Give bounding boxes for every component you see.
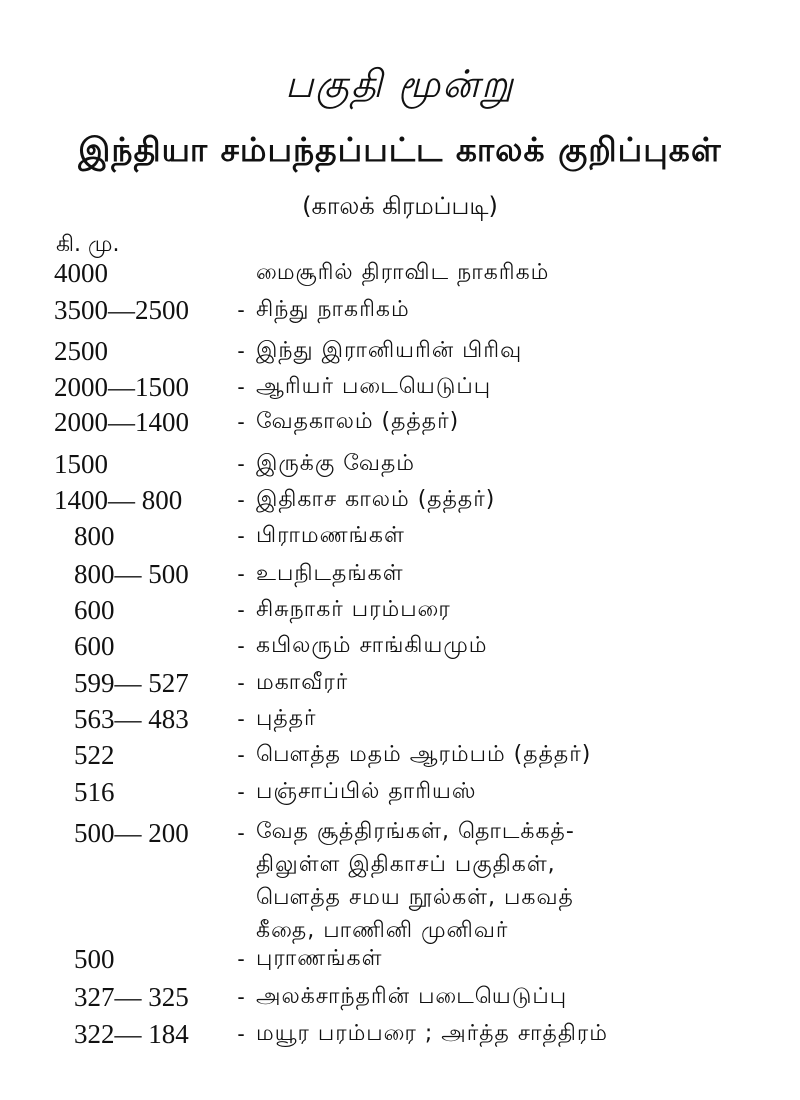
timeline-event-line: கீதை, பாணினி முனிவர்: [256, 918, 509, 943]
timeline-event: [256, 556, 756, 592]
timeline-event-line: சிசுநாகர் பரம்பரை: [256, 597, 451, 622]
timeline-event: [256, 333, 756, 369]
timeline-event-line: அலக்சாந்தரின் படையெடுப்பு: [256, 984, 568, 1009]
timeline-date: 600: [74, 631, 115, 661]
timeline-event: [256, 404, 756, 440]
timeline-dash: -: [237, 597, 245, 622]
timeline-row: [0, 737, 800, 773]
timeline-date: 522: [74, 740, 115, 770]
timeline-row: [0, 815, 800, 943]
timeline-dash: -: [237, 338, 245, 363]
timeline-dash: -: [237, 487, 245, 512]
timeline-event: [256, 369, 756, 405]
timeline-date: 500— 200: [74, 818, 189, 848]
timeline-event: [256, 979, 756, 1015]
timeline-dash: -: [237, 297, 245, 322]
timeline-event-line: வேத சூத்திரங்கள், தொடக்கத்-: [256, 819, 575, 844]
timeline-date: 2000—1500: [54, 372, 189, 402]
timeline-date: 500: [74, 944, 115, 974]
timeline-event-line: வேதகாலம் (தத்தர்): [256, 409, 460, 434]
timeline-event-line: உபநிடதங்கள்: [256, 561, 404, 586]
timeline-row: [0, 1016, 800, 1052]
timeline-dash: -: [237, 742, 245, 767]
timeline-dash: -: [237, 1021, 245, 1046]
timeline-event-line: இருக்கு வேதம்: [256, 451, 415, 476]
timeline-date: 327— 325: [74, 982, 189, 1012]
timeline-row: [0, 592, 800, 628]
timeline-event: [256, 292, 756, 328]
timeline-event-line: பஞ்சாப்பில் தாரியஸ்: [256, 779, 477, 804]
timeline-event: [256, 592, 756, 628]
timeline-event: [256, 446, 756, 482]
timeline-row: [0, 979, 800, 1015]
timeline-event-line: புத்தர்: [256, 706, 317, 731]
timeline-row: [0, 774, 800, 810]
timeline-event: [256, 255, 756, 291]
timeline-row: [0, 255, 800, 291]
timeline-row: [0, 404, 800, 440]
timeline-event-line: பௌத்த சமய நூல்கள், பகவத்: [256, 885, 574, 910]
timeline-date: 600: [74, 595, 115, 625]
timeline-date: 800— 500: [74, 559, 189, 589]
era-label: கி. மு.: [56, 232, 120, 257]
timeline-date: 2500: [54, 336, 108, 366]
timeline-event-line: பௌத்த மதம் ஆரம்பம் (தத்தர்): [256, 742, 592, 767]
timeline-dash: -: [237, 670, 245, 695]
timeline-dash: -: [237, 946, 245, 971]
timeline-dash: -: [237, 561, 245, 586]
timeline-event: [256, 737, 756, 773]
timeline-event: [256, 482, 756, 518]
timeline-event: [256, 628, 756, 664]
timeline-date: 4000: [54, 258, 108, 288]
timeline-event: [256, 701, 756, 737]
timeline-row: [0, 518, 800, 554]
timeline-dash: -: [237, 779, 245, 804]
timeline-row: [0, 369, 800, 405]
timeline-row: [0, 556, 800, 592]
page-title: இந்தியா சம்பந்தப்பட்ட காலக் குறிப்புகள்: [78, 130, 722, 169]
timeline-event: [256, 941, 756, 977]
timeline-row: [0, 333, 800, 369]
timeline-date: 1500: [54, 449, 108, 479]
timeline-date: 322— 184: [74, 1019, 189, 1049]
timeline-event-line: திலுள்ள இதிகாசப் பகுதிகள்,: [256, 852, 556, 877]
timeline-event: [256, 1016, 756, 1052]
timeline-row: [0, 482, 800, 518]
timeline-event-line: சிந்து நாகரிகம்: [256, 297, 410, 322]
timeline-event-line: ஆரியர் படையெடுப்பு: [256, 374, 492, 399]
timeline-row: [0, 446, 800, 482]
timeline-row: [0, 701, 800, 737]
timeline-event-line: மகாவீரர்: [256, 670, 349, 695]
timeline-row: [0, 628, 800, 664]
timeline-dash: -: [237, 633, 245, 658]
timeline-row: [0, 941, 800, 977]
timeline-dash: -: [237, 820, 245, 845]
timeline-event-line: புராணங்கள்: [256, 946, 383, 971]
timeline-date: 516: [74, 777, 115, 807]
timeline-event-line: மைசூரில் திராவிட நாகரிகம்: [256, 260, 550, 285]
timeline-event-line: மயூர பரம்பரை ; அர்த்த சாத்திரம்: [256, 1021, 608, 1046]
timeline-row: [0, 665, 800, 701]
timeline-event-line: கபிலரும் சாங்கியமும்: [256, 633, 488, 658]
page-subtitle: (காலக் கிரமப்படி): [302, 192, 498, 220]
timeline-row: [0, 292, 800, 328]
timeline-dash: -: [237, 984, 245, 1009]
timeline-dash: -: [237, 409, 245, 434]
timeline-event: [256, 815, 751, 947]
timeline-date: 2000—1400: [54, 407, 189, 437]
timeline-event: [256, 665, 756, 701]
timeline-event-line: இதிகாச காலம் (தத்தர்): [256, 487, 496, 512]
timeline-date: 3500—2500: [54, 295, 189, 325]
timeline-dash: -: [237, 374, 245, 399]
timeline-dash: -: [237, 523, 245, 548]
timeline-dash: -: [237, 706, 245, 731]
timeline-event-line: இந்து இரானியரின் பிரிவு: [256, 338, 523, 363]
timeline-event: [256, 774, 756, 810]
timeline-date: 800: [74, 521, 115, 551]
timeline-date: 1400— 800: [54, 485, 183, 515]
timeline-date: 599— 527: [74, 668, 189, 698]
timeline-event: [256, 518, 756, 554]
part-title: பகுதி மூன்று: [285, 62, 515, 106]
timeline-event-line: பிராமணங்கள்: [256, 523, 405, 548]
timeline-date: 563— 483: [74, 704, 189, 734]
timeline-dash: -: [237, 451, 245, 476]
